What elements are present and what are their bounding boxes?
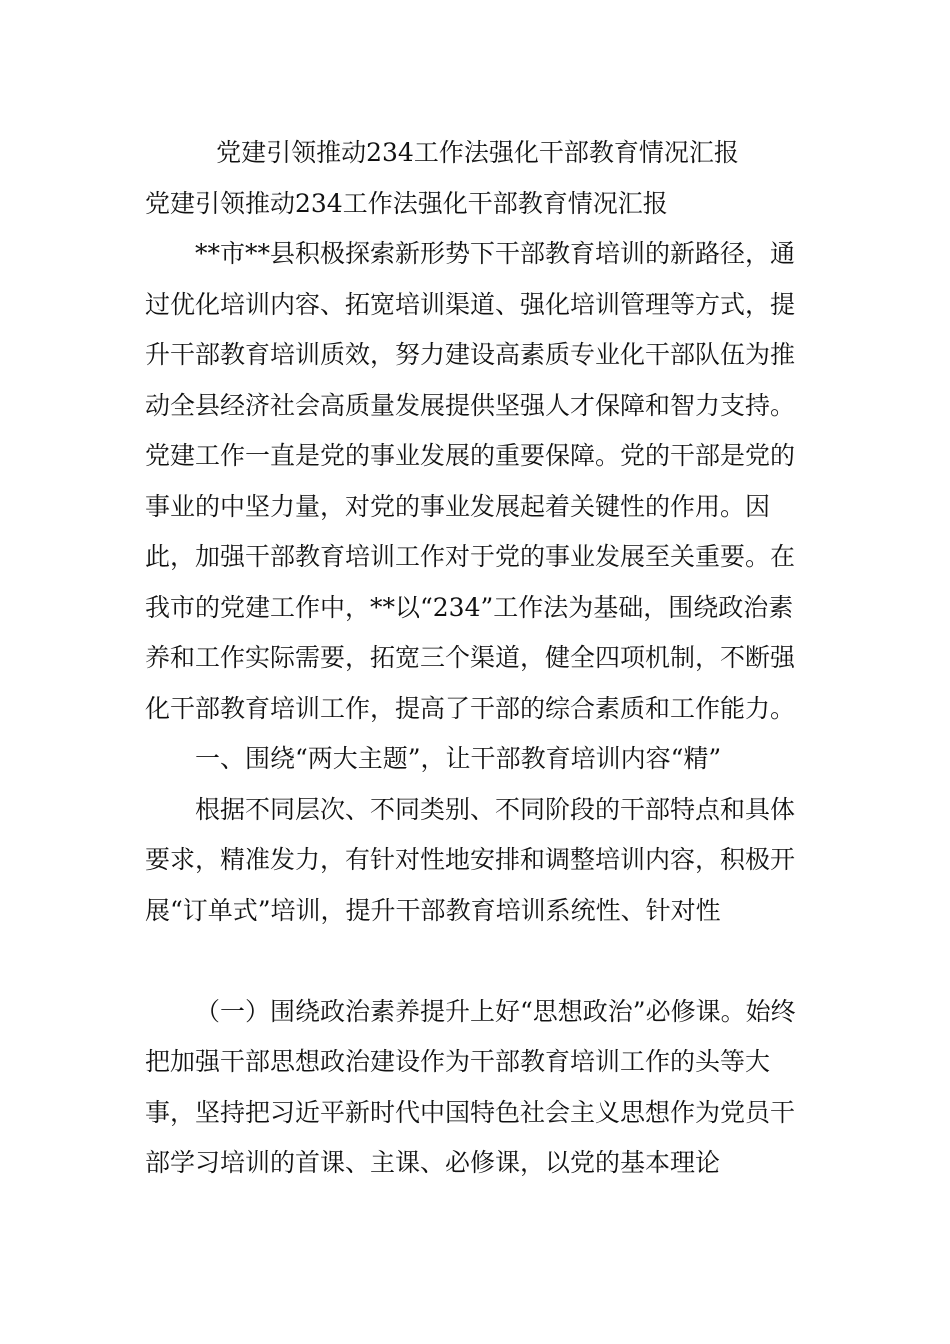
section-heading-one: 一、围绕“两大主题”，让干部教育培训内容“精” bbox=[195, 744, 722, 773]
document-body bbox=[145, 128, 810, 1189]
paragraph-spacer bbox=[145, 936, 810, 987]
document-title: 党建引领推动234工作法强化干部教育情况汇报 bbox=[216, 138, 739, 167]
paragraph-subsection-one: （一）围绕政治素养提升上好“思想政治”必修课。始终把加强干部思想政治建设作为干部教育培训工作的头等大事，坚持把习近平新时代中国特色社会主义思想作为党员干部学习培训的首课、主课、必修课，以党的基本理论 bbox=[145, 996, 796, 1177]
document-subtitle: 党建引领推动234工作法强化干部教育情况汇报 bbox=[145, 188, 668, 218]
paragraph-intro: **市**县积极探索新形势下干部教育培训的新路径，通过优化培训内容、拓宽培训渠道、强化培训管理等方式，提升干部教育培训质效，努力建设高素质专业化干部队伍为推动全县经济社会高质量发展提供坚强人才保障和智力支持。党建工作一直是党的事业发展的重要保障。党的干部是党的事业的中坚力量，对党的事业发展起着关键性的作用。因此，加强干部教育培训工作对于党的事业发展至关重要。在我市的党建工作中，**以“234”工作法为基础，围绕政治素养和工作实际需要，拓宽三个渠道，健全四项机制，不断强化干部教育培训工作，提高了干部的综合素质和工作能力。 bbox=[145, 239, 796, 723]
paragraph-section-one: 根据不同层次、不同类别、不同阶段的干部特点和具体要求，精准发力，有针对性地安排和调整培训内容，积极开展“订单式”培训，提升干部教育培训系统性、针对性 bbox=[145, 794, 796, 925]
